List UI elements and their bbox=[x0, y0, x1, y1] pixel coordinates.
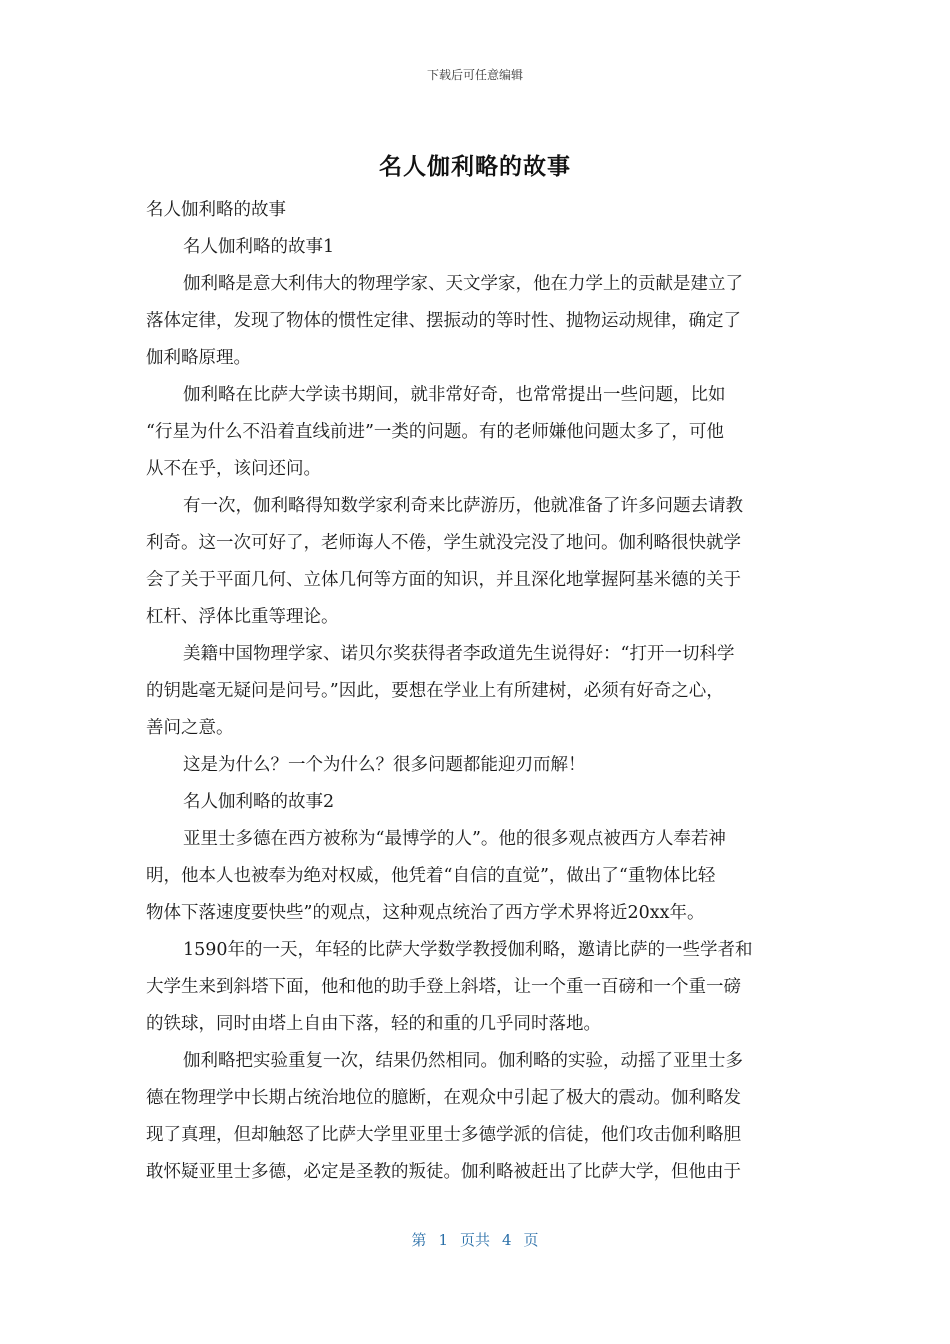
text-line: 有一次，伽利略得知数学家利奇来比萨游历，他就准备了许多问题去请教 bbox=[183, 496, 743, 516]
text-line: 物体下落速度要快些”的观点，这种观点统治了西方学术界将近20xx年。 bbox=[146, 903, 705, 923]
text-line: 明，他本人也被奉为绝对权威，他凭着“自信的直觉”，做出了“重物体比轻 bbox=[146, 866, 716, 886]
text-line: 落体定律，发现了物体的惯性定律、摆振动的等时性、抛物运动规律，确定了 bbox=[146, 311, 741, 331]
text-line: 利奇。这一次可好了，老师诲人不倦，学生就没完没了地问。伽利略很快就学 bbox=[146, 533, 741, 553]
text-line: 现了真理，但却触怒了比萨大学里亚里士多德学派的信徒，他们攻击伽利略胆 bbox=[146, 1125, 741, 1145]
text-line: 美籍中国物理学家、诺贝尔奖获得者李政道先生说得好：“打开一切科学 bbox=[183, 644, 735, 664]
text-line: 敢怀疑亚里士多德，必定是圣教的叛徒。伽利略被赶出了比萨大学，但他由于 bbox=[146, 1162, 741, 1182]
text-line: 大学生来到斜塔下面，他和他的助手登上斜塔，让一个重一百磅和一个重一磅 bbox=[146, 977, 741, 997]
text-line: 会了关于平面几何、立体几何等方面的知识，并且深化地掌握阿基米德的关于 bbox=[146, 570, 741, 590]
footer-page-sep: 页共 bbox=[459, 1231, 490, 1249]
text-line: 名人伽利略的故事 bbox=[146, 200, 286, 220]
text-line: 名人伽利略的故事2 bbox=[183, 792, 335, 812]
text-line: 杠杆、浮体比重等理论。 bbox=[146, 607, 339, 627]
footer-page-suffix: 页 bbox=[523, 1231, 539, 1249]
document-title: 名人伽利略的故事 bbox=[379, 154, 571, 180]
text-line: “行星为什么不沿着直线前进”一类的问题。有的老师嫌他问题太多了，可他 bbox=[146, 422, 724, 442]
text-line: 从不在乎，该问还问。 bbox=[146, 459, 321, 479]
page-footer bbox=[0, 1229, 950, 1250]
text-line: 的铁球，同时由塔上自由下落，轻的和重的几乎同时落地。 bbox=[146, 1014, 601, 1034]
text-line: 伽利略把实验重复一次，结果仍然相同。伽利略的实验，动摇了亚里士多 bbox=[183, 1051, 743, 1071]
text-line: 德在物理学中长期占统治地位的臆断，在观众中引起了极大的震动。伽利略发 bbox=[146, 1088, 741, 1108]
document-body bbox=[146, 192, 806, 1191]
text-line: 1590年的一天，年轻的比萨大学数学教授伽利略，邀请比萨的一些学者和 bbox=[183, 940, 753, 960]
footer-total-pages: 4 bbox=[502, 1231, 512, 1249]
text-line: 伽利略在比萨大学读书期间，就非常好奇，也常常提出一些问题，比如 bbox=[183, 385, 726, 405]
text-line: 这是为什么？一个为什么？很多问题都能迎刃而解！ bbox=[183, 755, 586, 775]
footer-page-label: 第 bbox=[411, 1231, 427, 1249]
text-line: 伽利略原理。 bbox=[146, 348, 251, 368]
text-line: 亚里士多德在西方被称为“最博学的人”。他的很多观点被西方人奉若神 bbox=[183, 829, 726, 849]
text-line: 名人伽利略的故事1 bbox=[183, 237, 335, 257]
text-line: 伽利略是意大利伟大的物理学家、天文学家，他在力学上的贡献是建立了 bbox=[183, 274, 743, 294]
text-line: 善问之意。 bbox=[146, 718, 234, 738]
footer-page-number: 1 bbox=[438, 1231, 448, 1249]
header-note: 下载后可任意编辑 bbox=[426, 68, 523, 82]
text-line: 的钥匙毫无疑问是问号。”因此，要想在学业上有所建树，必须有好奇之心， bbox=[146, 681, 724, 701]
